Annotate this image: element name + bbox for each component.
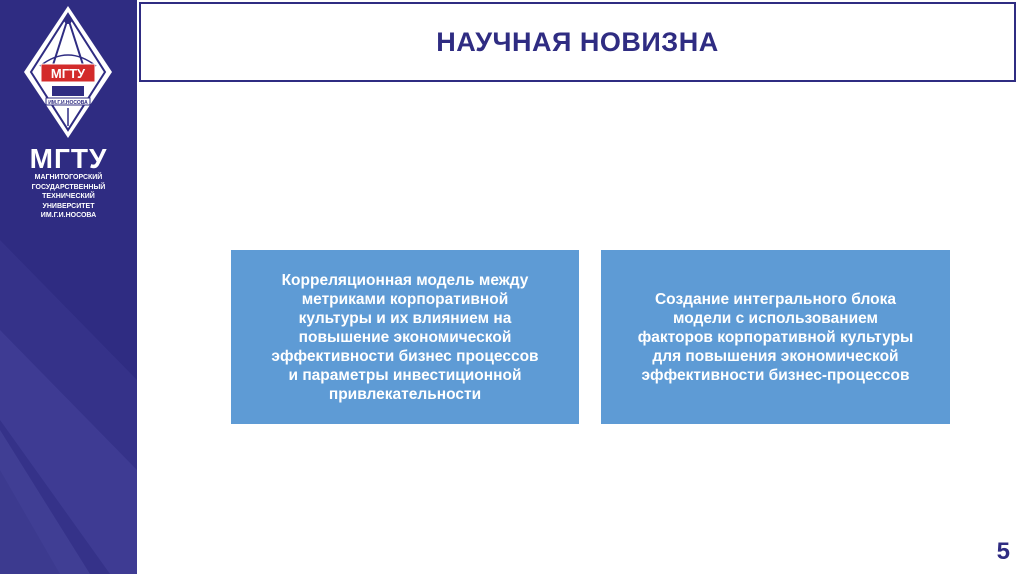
card-line: модели с использованием [672, 309, 879, 327]
brand-line: ТЕХНИЧЕСКИЙ [42, 193, 95, 200]
card-line: культуры и их влиянием на [298, 309, 512, 327]
sidebar [0, 0, 137, 574]
novelty-card-2 [601, 250, 950, 424]
card-line: Создание интегрального блока [654, 290, 896, 308]
title-box [139, 2, 1016, 82]
brand-line: ГОСУДАРСТВЕННЫЙ [31, 183, 106, 191]
logo-ribbon-text: ИМ.Г.И.НОСОВА [48, 100, 88, 106]
page-number: 5 [996, 538, 1010, 565]
card-line: для повышения экономической [652, 347, 899, 365]
card-line: эффективности бизнес процессов [271, 347, 539, 365]
brand-line: ИМ.Г.И.НОСОВА [40, 212, 97, 219]
slide-title: НАУЧНАЯ НОВИЗНА [436, 26, 719, 57]
logo-badge-text: МГТУ [50, 66, 86, 81]
novelty-card-1 [231, 250, 579, 424]
card-line: факторов корпоративной культуры [637, 328, 914, 346]
card-line: метриками корпоративной [301, 290, 509, 308]
brand-line: УНИВЕРСИТЕТ [42, 202, 95, 210]
card-line: и параметры инвестиционной [288, 366, 522, 384]
card-line: привлекательности [328, 385, 482, 403]
novelty-card-2-text [638, 290, 914, 385]
university-logo [22, 4, 114, 142]
brand-line: МАГНИТОГОРСКИЙ [34, 174, 103, 181]
card-line: эффективности бизнес-процессов [641, 366, 910, 384]
card-line: повышение экономической [298, 328, 512, 346]
novelty-card-1-text [271, 271, 538, 404]
brand-fullname [0, 173, 137, 221]
brand-name: МГТУ [29, 143, 108, 174]
card-line: Корреляционная модель между [281, 271, 529, 289]
